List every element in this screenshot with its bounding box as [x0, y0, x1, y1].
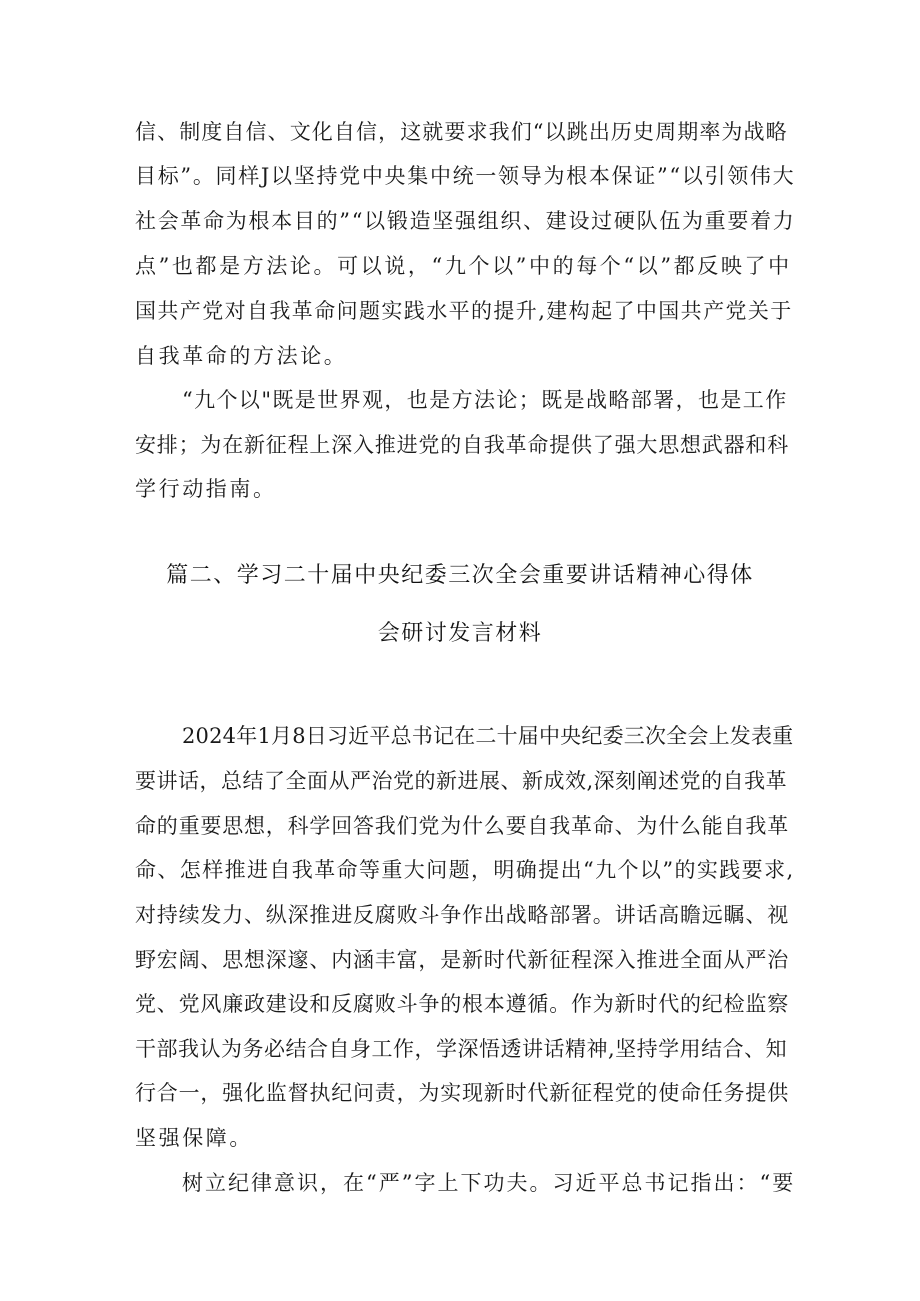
paragraph-line: 自我革命的方法论。 [135, 344, 348, 368]
paragraph-line: 要讲话，总结了全面从严治党的新进展、新成效,深刻阐述党的自我革 [135, 769, 788, 793]
paragraph-line: 行合一，强化监督执纪问责，为实现新时代新征程党的使命任务提供 [135, 1081, 789, 1105]
paragraph-line: 国共产党对自我革命问题实践水平的提升,建构起了中国共产党关于 [135, 299, 793, 323]
paragraph-line: 安排；为在新征程上深入推进党的自我革命提供了强大思想武器和科 [135, 433, 789, 457]
section-heading-line: 篇二、学习二十届中央纪委三次全会重要讲话精神心得体 [166, 563, 754, 588]
paragraph-line: 2024年1月8日习近平总书记在二十届中央纪委三次全会上发表重 [182, 724, 794, 748]
paragraph-line: 命的重要思想，科学回答我们党为什么要自我革命、为什么能自我革 [135, 814, 789, 838]
paragraph-line: 对持续发力、纵深推进反腐败斗争作出战略部署。讲话高瞻远瞩、视 [135, 903, 789, 927]
paragraph-line: 干部我认为务必结合自身工作，学深悟透讲话精神,坚持学用结合、知 [135, 1037, 788, 1061]
paragraph-line: “九个以"既是世界观，也是方法论；既是战略部署，也是工作 [182, 388, 788, 412]
paragraph-line: 坚强保障。 [135, 1126, 253, 1150]
paragraph-line: 信、制度自信、文化自信，这就要求我们“以跳出历史周期率为战略 [135, 120, 788, 144]
paragraph-line: 点”也都是方法论。可以说，“九个以”中的每个“以”都反映了中 [135, 254, 792, 278]
section-heading-line: 会研讨发言材料 [377, 621, 543, 646]
paragraph-line: 学行动指南。 [135, 477, 277, 501]
paragraph-line: 目标”。同样J以坚持党中央集中统一领导为根本保证”“以引领伟大 [135, 164, 796, 188]
paragraph-line: 野宏阔、思想深邃、内涵丰富，是新时代新征程深入推进全面从严治 [135, 948, 789, 972]
paragraph-line: 命、怎样推进自我革命等重大问题，明确提出“九个以”的实践要求, [135, 858, 795, 882]
paragraph-line: 树立纪律意识，在“严”字上下功夫。习近平总书记指出：“要 [182, 1171, 796, 1195]
paragraph-line: 社会革命为根本目的”“以锻造坚强组织、建设过硬队伍为重要着力 [135, 209, 796, 233]
paragraph-line: 党、党风廉政建设和反腐败斗争的根本遵循。作为新时代的纪检监察 [135, 992, 789, 1016]
